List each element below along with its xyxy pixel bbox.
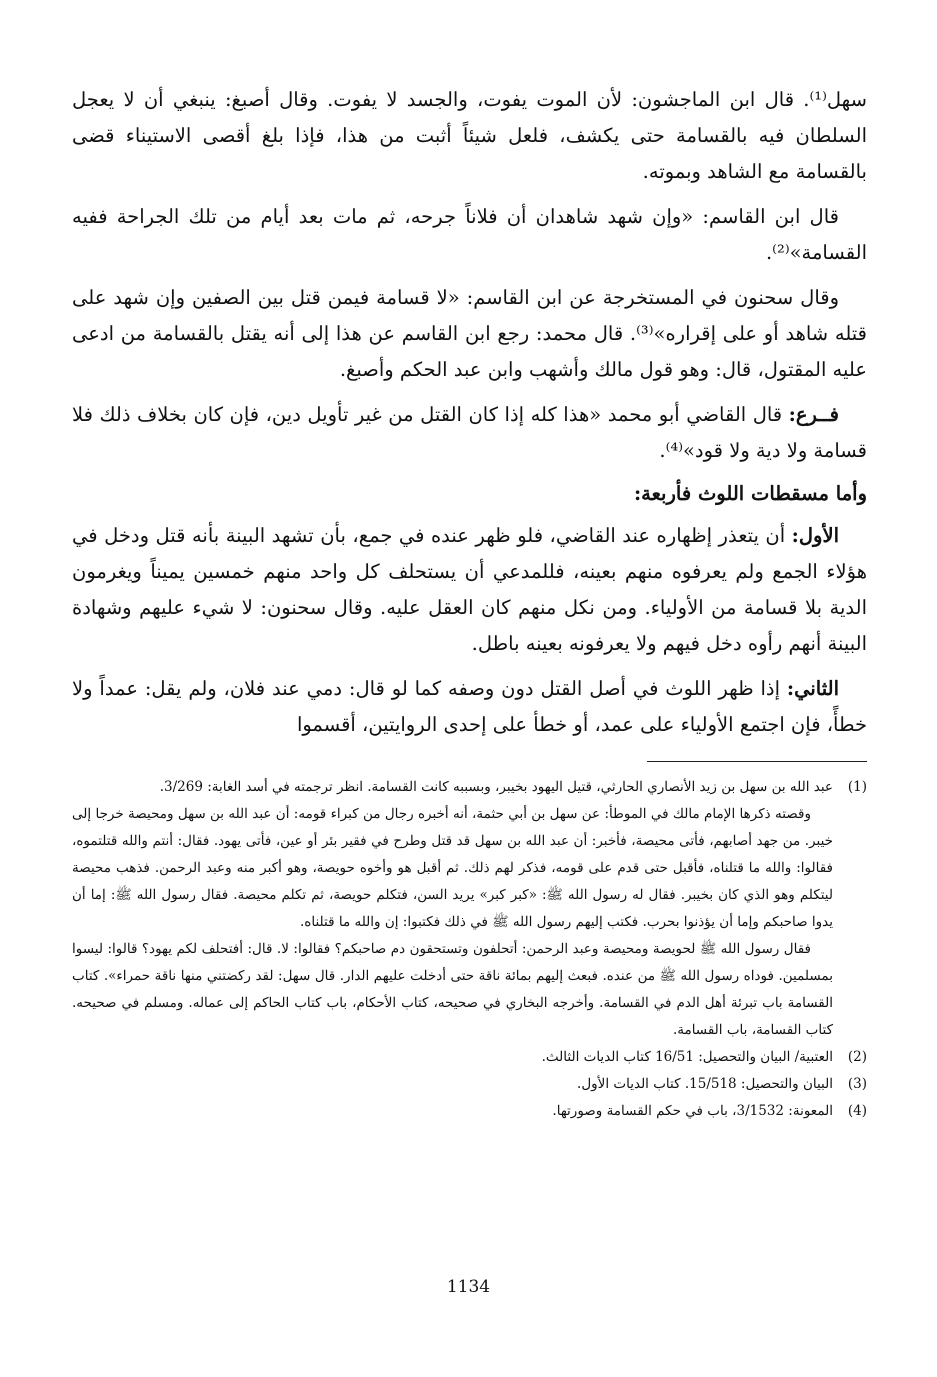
footnote-1-text: عبد الله بن سهل بن زيد الأنصاري الحارثي، قتيل اليهود بخيبر، وبسببه كانت القسامة. انظر ترجمته في أسد الغابة: 3/269. — [159, 779, 833, 795]
paragraph-2: قال ابن القاسم: «وإن شهد شاهدان أن فلاناً جرحه، ثم مات بعد أيام من تلك الجراحة ففيه القسامة»⁽²⁾. — [72, 205, 867, 264]
paragraph-1: سهل⁽¹⁾. قال ابن الماجشون: لأن الموت يفوت، والجسد لا يفوت. وقال أصبغ: ينبغي أن لا يعجل السلطان فيه بالقسامة حتى يكشف، فلعل شيئاً أثبت من هذا، فإذا بلغ أقصى الاستيناء قضى بالقسامة مع الشاهد وبموته. — [72, 88, 867, 183]
footnote-4-number: (4) — [847, 1103, 867, 1119]
footnote-1-story: وقصته ذكرها الإمام مالك في الموطأ: عن سهل بن أبي حثمة، أنه أخبره رجال من كبراء قومه: أن عبد الله بن سهل ومحيصة خرجا إلى خيبر. من جهد أصابهم، فأتى محيصة، فأخبر: أن عبد الله بن سهل قد قتل وطرح في فقير بئر أو عين، فأتى يهود. فقال: أنتم والله قتلتموه، فقالوا: والله ما قتلناه، فأقبل حتى قدم على قومه، فذكر لهم ذلك. ثم أقبل هو وأخوه حويصة، وهو أكبر منه وعبد الرحمن. فذهب محيصة ليتكلم وهو الذي كان بخيبر. فقال له رسول الله ﷺ: «كبر كبر» يريد السن، فتكلم حويصة، ثم تكلم محيصة. فقال رسول الله ﷺ: إما أن يدوا صاحبكم وإما أن يؤذنوا بحرب. فكتب إليهم رسول الله ﷺ في ذلك فكتبوا: إن والله ما قتلناه. — [72, 806, 833, 930]
footnote-3-number: (3) — [847, 1076, 867, 1092]
footnote-3-text: البيان والتحصيل: 15/518. كتاب الديات الأول. — [577, 1076, 833, 1092]
second-label: الثاني: — [786, 677, 839, 700]
section-heading: وأما مسقطات اللوث فأربعة: — [633, 482, 867, 505]
paragraph-5-text: أن يتعذر إظهاره عند القاضي، فلو ظهر عنده في جمع، بأن تشهد البينة بأنه قتل ودخل في هؤلاء الجمع ولم يعرفوه منهم بعينه، فللمدعي أن يستحلف كل واحد منهم خمسين يميناً ويغرمون الدية بلا قسامة من الأولياء. ومن نكل منهم كان العقل عليه. وقال سحنون: لا شيء عليهم وشهادة البينة أنهم رأوه دخل فيهم ولا يعرفونه بعينه باطل. — [72, 524, 867, 655]
branch-label: فــرع: — [788, 403, 839, 426]
footnote-2-number: (2) — [847, 1049, 867, 1065]
footnote-3 — [72, 1071, 867, 1098]
footnote-1-story-cont: فقال رسول الله ﷺ لحويصة ومحيصة وعبد الرحمن: أتحلفون وتستحقون دم صاحبكم؟ فقالوا: لا. قال: أفتحلف لكم يهود؟ قالوا: ليسوا بمسلمين. فوداه رسول الله ﷺ من عنده. فبعث إليهم بمائة ناقة حتى أدخلت عليهم الدار. قال سهل: لقد ركضتني منها ناقة حمراء». كتاب القسامة باب تبرئة أهل الدم في القسامة. وأخرجه البخاري في صحيحه، كتاب الأحكام، باب كتاب الحاكم إلى عماله. ومسلم في صحيحه. كتاب القسامة، باب القسامة. — [72, 941, 833, 1038]
paragraph-3: وقال سحنون في المستخرجة عن ابن القاسم: «لا قسامة فيمن قتل بين الصفين وإن شهد على قتله شاهد أو على إقراره»⁽³⁾. قال محمد: رجع ابن القاسم عن هذا إلى أنه يقتل بالقسامة من ادعى عليه المقتول، قال: وهو قول مالك وأشهب وابن عبد الحكم وأصبغ. — [72, 286, 867, 381]
paragraph-4 — [72, 397, 867, 469]
page-number: 1134 — [446, 1277, 491, 1297]
paragraph-6-text: إذا ظهر اللوث في أصل القتل دون وصفه كما لو قال: دمي عند فلان، ولم يقل: عمداً ولا خطأً، فإن اجتمع الأولياء على عمد، أو خطأ على إحدى الروايتين، أقسموا — [72, 677, 867, 736]
paragraph-6 — [72, 671, 867, 743]
footnote-4 — [72, 1098, 867, 1125]
footnote-2-text: العتبية/ البيان والتحصيل: 16/51 كتاب الديات الثالث. — [541, 1049, 833, 1065]
footnote-4-text: المعونة: 3/1532، باب في حكم القسامة وصورتها. — [552, 1103, 833, 1119]
paragraph-4-text: قال القاضي أبو محمد «هذا كله إذا كان القتل من غير تأويل دين، فإن كان بخلاف ذلك فلا قسامة ولا دية ولا قود»⁽⁴⁾. — [72, 403, 867, 462]
first-label: الأول: — [791, 524, 839, 547]
footnote-1 — [72, 774, 867, 801]
footnote-1-number: (1) — [847, 779, 867, 795]
paragraph-5 — [72, 518, 867, 662]
footnote-2 — [72, 1044, 867, 1071]
footnote-divider — [647, 761, 867, 762]
